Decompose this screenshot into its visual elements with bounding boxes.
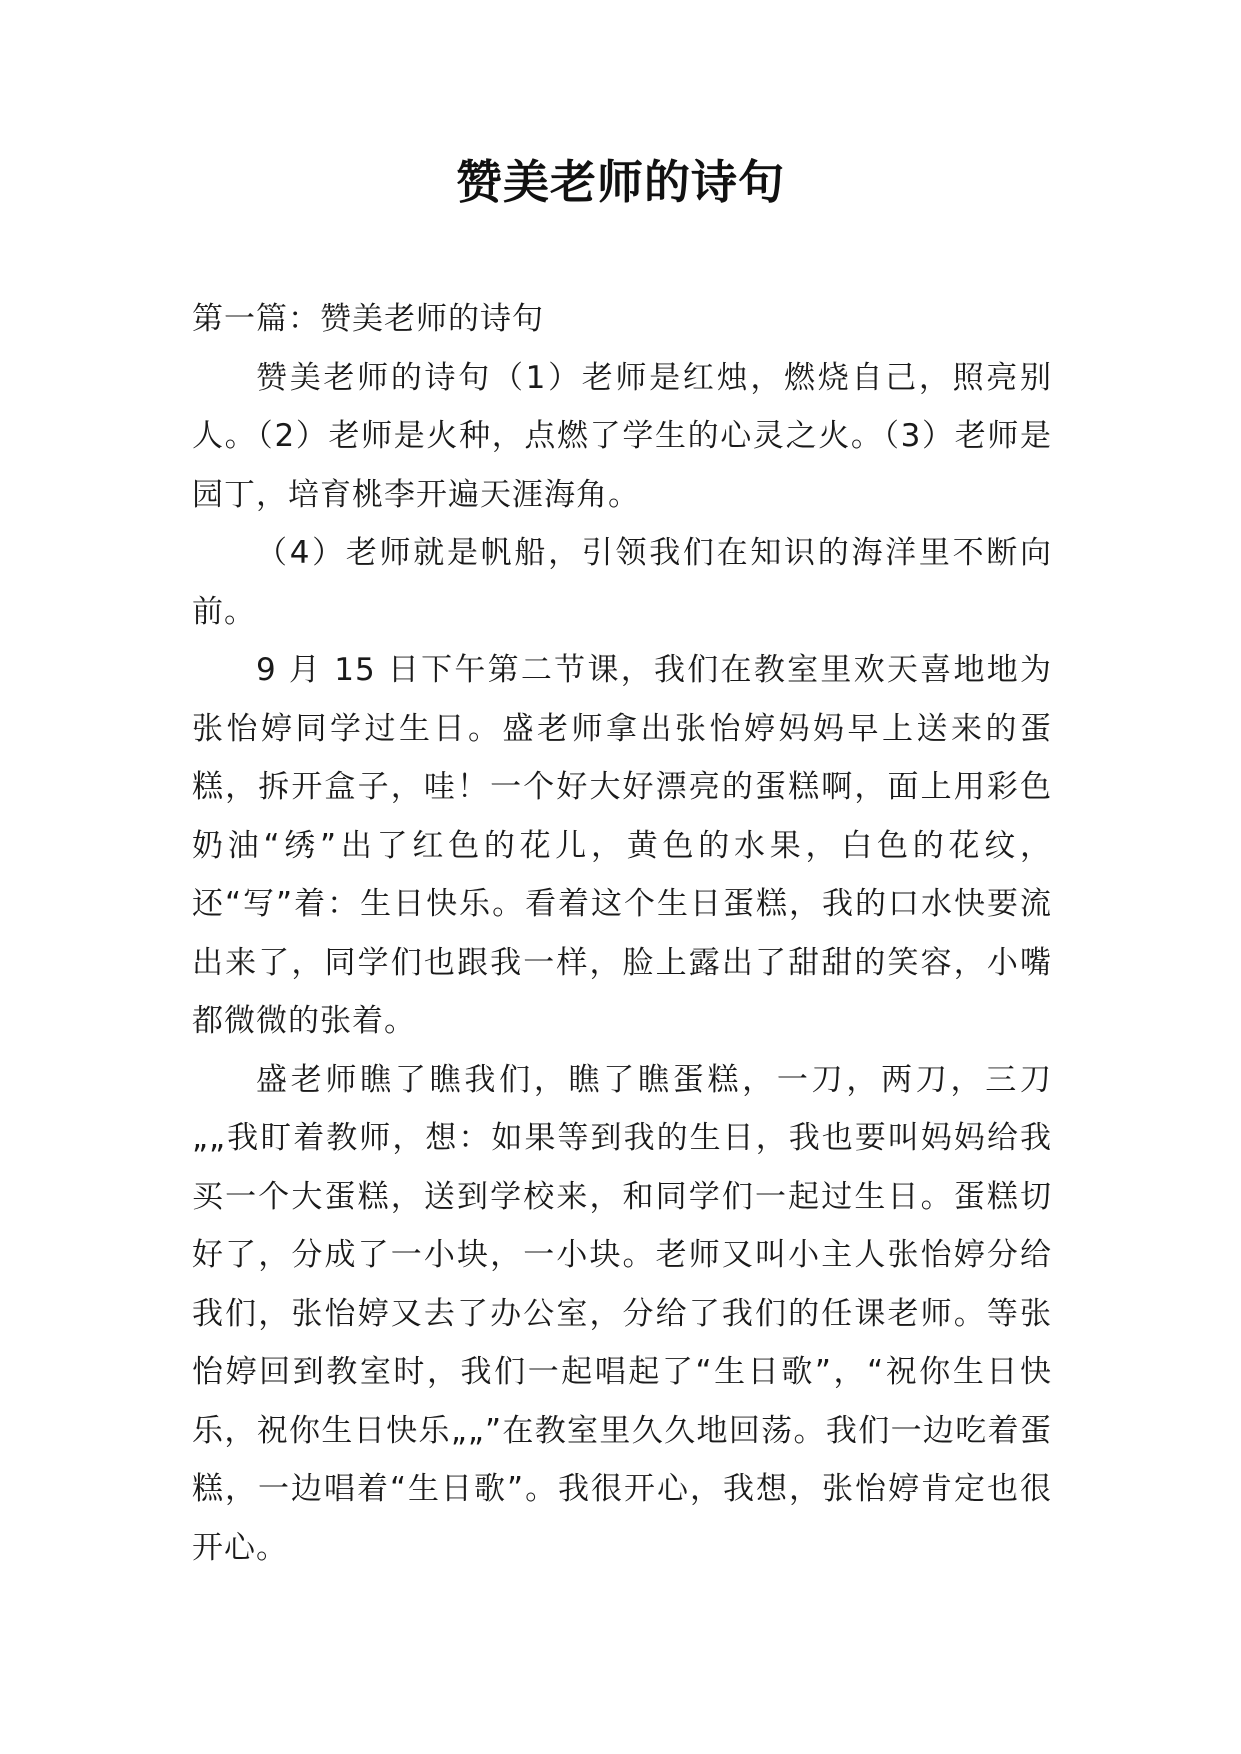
paragraph-cake: 盛老师瞧了瞧我们，瞧了瞧蛋糕，一刀，两刀，三刀„„我盯着教师，想：如果等到我的生日，我也要叫妈妈给我买一个大蛋糕，送到学校来，和同学们一起过生日。蛋糕切好了，分成了一小块，一小块。老师又叫小主人张怡婷分给我们，张怡婷又去了办公室，分给了我们的任课老师。等张怡婷回到教室时，我们一起唱起了“生日歌”，“祝你生日快乐，祝你生日快乐„„”在教室里久久地回荡。我们一边吃着蛋糕，一边唱着“生日歌”。我很开心，我想，张怡婷肯定也很开心。 [192,1061,1052,1566]
document-title: 赞美老师的诗句 [456,155,785,209]
paragraph-poems: 赞美老师的诗句（1）老师是红烛，燃烧自己，照亮别人。（2）老师是火种，点燃了学生的心灵之火。（3）老师是园丁，培育桃李开遍天涯海角。 [192,359,1052,513]
paragraph-sailboat: （4）老师就是帆船，引领我们在知识的海洋里不断向前。 [192,535,1052,630]
paragraph-birthday: 9 月 15 日下午第二节课，我们在教室里欢天喜地地为张怡婷同学过生日。盛老师拿出张怡婷妈妈早上送来的蛋糕，拆开盒子，哇！一个好大好漂亮的蛋糕啊，面上用彩色奶油“绣”出了红色的花儿，黄色的水果，白色的花纹，还“写”着：生日快乐。看着这个生日蛋糕，我的口水快要流出来了，同学们也跟我一样，脸上露出了甜甜的笑容，小嘴都微微的张着。 [192,652,1052,1039]
document-body [192,290,1052,1577]
section-heading: 第一篇：赞美老师的诗句 [192,301,544,337]
